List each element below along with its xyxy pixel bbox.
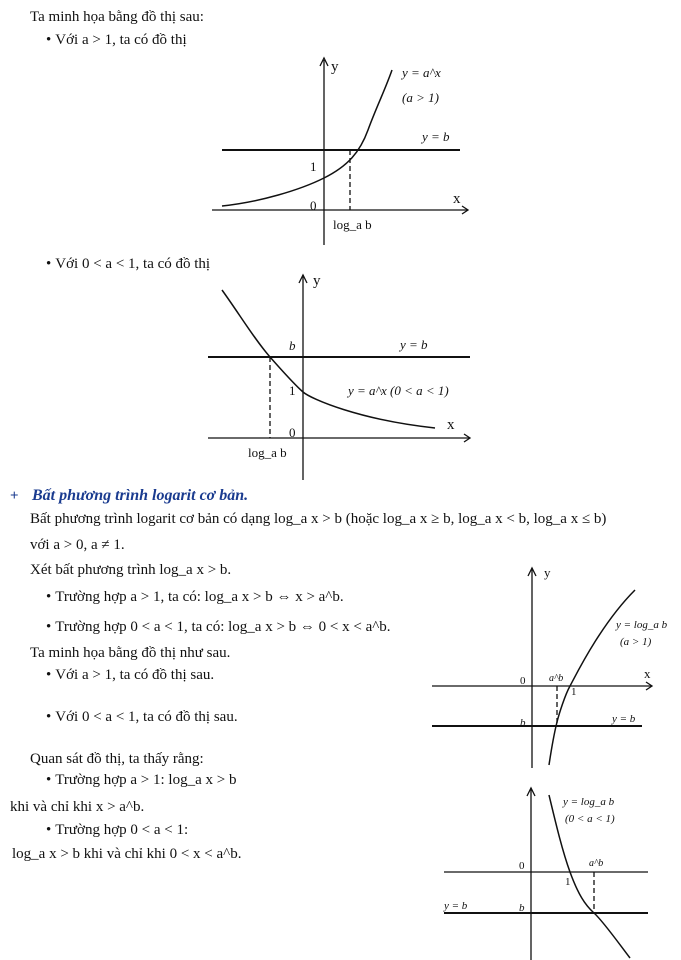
intro-text: Ta minh họa bằng đồ thị sau: — [30, 9, 204, 25]
plus-marker: + — [10, 488, 19, 504]
case-a-lt-1-text: • Với 0 < a < 1, ta có đồ thị — [46, 255, 210, 273]
section-heading: Bất phương trình logarit cơ bản. — [32, 487, 249, 504]
g2-origin: 0 — [289, 425, 296, 440]
g2-y-label: y — [313, 273, 321, 289]
g2-b-label: b — [289, 338, 296, 353]
g2-log-label: log_a b — [248, 445, 287, 460]
g3-b-label: b — [520, 717, 526, 729]
graph-case2-text: • Với 0 < a < 1, ta có đồ thị sau. — [46, 708, 238, 726]
g1-log-label: log_a b — [333, 217, 372, 232]
g3-y-label: y — [544, 565, 551, 580]
g3-x-label: x — [644, 666, 651, 681]
g4-origin: 0 — [519, 860, 525, 872]
g1-condition: (a > 1) — [402, 90, 439, 105]
case2-text: • Trường hợp 0 < a < 1, ta có: log_a x > b ⇔ 0 < x < a^b. — [46, 618, 391, 636]
g2-x-label: x — [447, 417, 455, 433]
g4-b-label: b — [519, 902, 525, 914]
g3-curve-label: y = log_a b — [616, 619, 668, 631]
g1-x-label: x — [453, 191, 461, 207]
g2-curve-label: y = a^x (0 < a < 1) — [348, 383, 449, 398]
g3-origin: 0 — [520, 675, 526, 687]
observe-text: Quan sát đồ thị, ta thấy rằng: — [30, 751, 204, 767]
g1-line-label: y = b — [422, 129, 450, 144]
illustrate-text: Ta minh họa bằng đồ thị như sau. — [30, 645, 231, 661]
g2-line-label: y = b — [400, 337, 428, 352]
g3-line-label: y = b — [612, 713, 636, 725]
case-a-gt-1-text: • Với a > 1, ta có đồ thị — [46, 31, 187, 49]
g3-one-label: 1 — [571, 686, 577, 698]
obs2b-text: log_a x > b khi và chỉ khi 0 < x < a^b. — [12, 846, 242, 862]
consider-text: Xét bất phương trình log_a x > b. — [30, 562, 232, 578]
g1-curve-label: y = a^x — [402, 65, 441, 80]
g4-one-label: 1 — [565, 876, 571, 888]
graph-case1-text: • Với a > 1, ta có đồ thị sau. — [46, 666, 214, 684]
obs1a-text: • Trường hợp a > 1: log_a x > b — [46, 771, 236, 789]
g1-y-label: y — [331, 59, 339, 75]
obs2a-text: • Trường hợp 0 < a < 1: — [46, 821, 188, 839]
g4-line-label: y = b — [444, 900, 468, 912]
g4-ab-label: a^b — [589, 858, 604, 869]
case1-text: • Trường hợp a > 1, ta có: log_a x > b ⇔ x > a^b. — [46, 588, 344, 606]
g3-ab-label: a^b — [549, 673, 564, 684]
g4-curve-label: y = log_a b — [563, 796, 615, 808]
obs1b-text: khi và chỉ khi x > a^b. — [10, 799, 145, 815]
g3-condition: (a > 1) — [620, 636, 652, 648]
definition-line-2: với a > 0, a ≠ 1. — [30, 537, 125, 553]
g2-one-label: 1 — [289, 383, 296, 398]
g1-one-label: 1 — [310, 159, 317, 174]
g1-origin: 0 — [310, 198, 317, 213]
g4-condition: (0 < a < 1) — [565, 813, 615, 825]
definition-line-1: Bất phương trình logarit cơ bản có dạng log_a x > b (hoặc log_a x ≥ b, log_a x < b, log_a x ≤ b) — [30, 511, 607, 527]
